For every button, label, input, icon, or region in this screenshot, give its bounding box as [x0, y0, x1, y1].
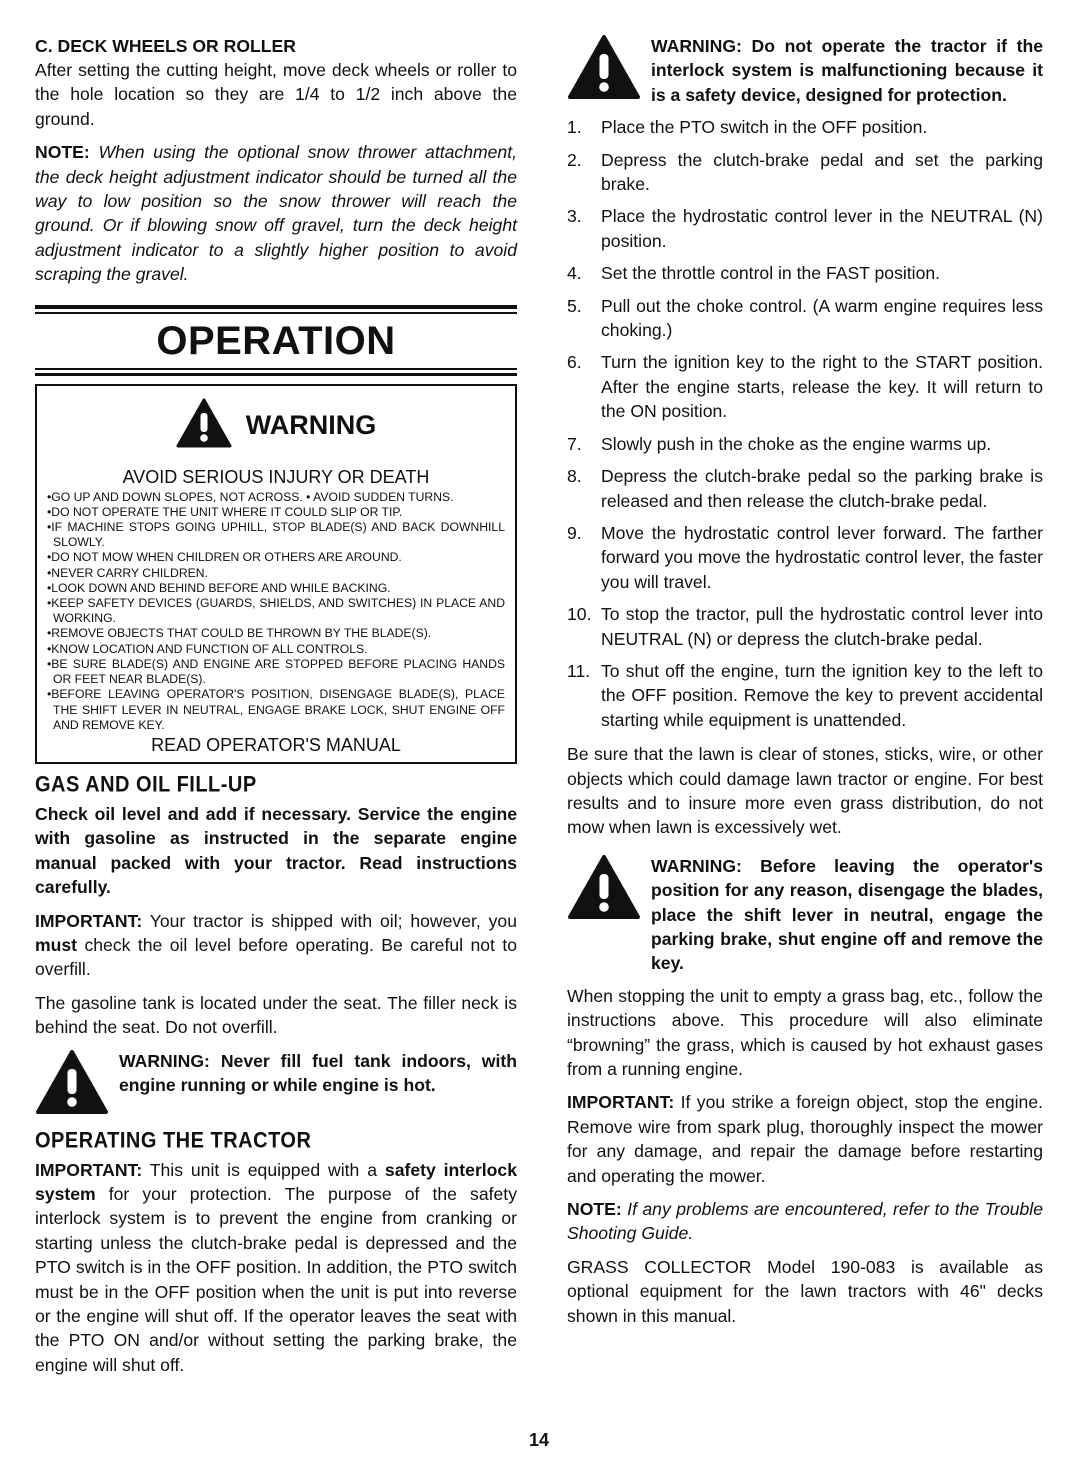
divider [35, 368, 517, 370]
deck-wheels-heading: C. DECK WHEELS OR ROLLER [35, 36, 296, 56]
list-item: • GO UP AND DOWN SLOPES, NOT ACROSS. • AVOID SUDDEN TURNS. [47, 490, 505, 505]
divider [35, 373, 517, 376]
read-manual-footer: READ OPERATOR'S MANUAL [151, 734, 401, 755]
stopping-paragraph: When stopping the unit to empty a grass bag, etc., follow the instructions above. This procedure will also eliminate “browning” the grass, which is caused by hot exhaust gases from a running engine. [567, 985, 1043, 1080]
list-item [567, 115, 1043, 139]
list-item [567, 464, 1043, 513]
step-text: Place the hydrostatic control lever in the NEUTRAL (N) position. [601, 206, 1043, 251]
list-item [567, 204, 1043, 253]
warning-triangle-icon [567, 854, 641, 925]
warning-list [47, 490, 505, 733]
list-item: • REMOVE OBJECTS THAT COULD BE THROWN BY THE BLADE(S). [47, 626, 505, 641]
step-text: To stop the tractor, pull the hydrostatic control lever into NEUTRAL (N) or depress the clutch-brake pedal. [601, 604, 1043, 649]
list-item [567, 148, 1043, 197]
foreign-object-paragraph [567, 1090, 1043, 1188]
important-label: IMPORTANT: [35, 910, 143, 931]
warning-triangle-icon [35, 1049, 109, 1120]
trouble-note [567, 1197, 1043, 1246]
interlock-warning-text: WARNING: Do not operate the tractor if the interlock system is malfunctioning because it is a safety device, designed for protection. [651, 36, 1043, 105]
step-number: 4. [567, 263, 582, 284]
step-number: 8. [567, 466, 582, 487]
warning-box-subtitle: AVOID SERIOUS INJURY OR DEATH [122, 466, 430, 487]
safety-warning-box [35, 384, 517, 764]
leaving-position-warning [567, 854, 1043, 976]
leaving-warning-text: WARNING: Before leaving the operator's position for any reason, disengage the blades, place the shift lever in neutral, engage the parking brake, shut engine off and remove the key. [651, 855, 1043, 974]
list-item [567, 261, 1043, 285]
step-number: 1. [567, 117, 582, 138]
step-number: 3. [567, 206, 582, 227]
step-text: Place the PTO switch in the OFF position. [601, 117, 928, 138]
foreign-object-text: If you strike a foreign object, stop the engine. Remove wire from spark plug, thoroughly inspect the mower for any damage, and repair the damage before restarting and operating the mower. [567, 1092, 1043, 1186]
note-text: If any problems are encountered, refer to the Trouble Shooting Guide. [567, 1199, 1043, 1244]
step-number: 9. [567, 522, 582, 543]
list-item: • IF MACHINE STOPS GOING UPHILL, STOP BLADE(S) AND BACK DOWNHILL SLOWLY. [47, 520, 505, 550]
step-text: Slowly push in the choke as the engine warms up. [601, 433, 992, 454]
step-text: Move the hydrostatic control lever forward. The farther forward you move the hydrostatic control lever, the faster you will travel. [601, 522, 1044, 592]
warning-box-header [47, 398, 505, 453]
note-text: When using the optional snow thrower attachment, the deck height adjustment indicator should be turned all the way to low position so the snow thrower will reach the ground. Or if blowing snow off gravel, turn the deck height adjustment indicator to a slightly higher position to avoid scraping the gravel. [35, 142, 517, 285]
interlock-warning [567, 34, 1043, 107]
operation-title: OPERATION [156, 318, 396, 363]
warning-triangle-icon [567, 34, 641, 105]
gasoline-tank-paragraph: The gasoline tank is located under the seat. The filler neck is behind the seat. Do not overfill. [35, 992, 517, 1038]
step-number: 7. [567, 433, 582, 454]
step-text: To shut off the engine, turn the ignition key to the left to the OFF position. Remove the key to prevent accidental starting while equipment is unattended. [601, 660, 1043, 730]
step-text: Depress the clutch-brake pedal and set the parking brake. [601, 149, 1043, 195]
important-label: IMPORTANT: [567, 1092, 675, 1113]
interlock-text: This unit is equipped with a [142, 1159, 385, 1180]
divider [35, 312, 517, 314]
safety-interlock-text: safety interlock system [35, 1159, 518, 1204]
check-oil-paragraph: Check oil level and add if necessary. Service the engine with gasoline as instructed in the separate engine manual packed with your tractor. Read instructions carefully. [35, 803, 517, 898]
list-item: • DO NOT OPERATE THE UNIT WHERE IT COULD SLIP OR TIP. [47, 505, 505, 520]
important-label: IMPORTANT: [35, 1159, 143, 1180]
snow-thrower-note [35, 140, 517, 286]
step-text: Turn the ignition key to the right to the START position. After the engine starts, release the key. It will return to the ON position. [601, 352, 1043, 422]
list-item [567, 294, 1043, 343]
right-column [567, 34, 1043, 1337]
left-column [35, 34, 517, 1386]
must-text: must [35, 934, 78, 955]
step-text: Set the throttle control in the FAST position. [601, 263, 941, 284]
list-item [567, 602, 1043, 651]
note-label: NOTE: [35, 142, 90, 163]
important-text: Your tractor is shipped with oil; however, you [142, 910, 517, 931]
step-number: 5. [567, 295, 582, 316]
deck-wheels-paragraph: After setting the cutting height, move deck wheels or roller to the hole location so they are 1/4 to 1/2 inch above the ground. [35, 60, 517, 129]
important-oil-paragraph [35, 909, 517, 982]
list-item [567, 521, 1043, 594]
page-number: 14 [528, 1430, 550, 1450]
list-item [567, 350, 1043, 423]
lawn-clear-paragraph: Be sure that the lawn is clear of stones, sticks, wire, or other objects which could damage lawn tractor or engine. For best results and to insure more even grass distribution, do not mow when lawn is excessively wet. [567, 744, 1043, 838]
step-number: 10. [567, 604, 592, 625]
step-number: 2. [567, 149, 582, 170]
step-number: 11. [567, 660, 591, 681]
list-item: • BEFORE LEAVING OPERATOR'S POSITION, DISENGAGE BLADE(S), PLACE THE SHIFT LEVER IN NEUTRAL, ENGAGE BRAKE LOCK, SHUT ENGINE OFF AND REMOVE KEY. [47, 687, 505, 733]
list-item: • KNOW LOCATION AND FUNCTION OF ALL CONTROLS. [47, 642, 505, 657]
interlock-paragraph [35, 1158, 517, 1378]
warning-box-title: WARNING [245, 409, 377, 440]
gas-oil-heading: GAS AND OIL FILL-UP [35, 772, 257, 798]
list-item [567, 659, 1043, 732]
list-item [567, 432, 1043, 456]
fuel-warning [35, 1049, 517, 1120]
grass-collector-paragraph: GRASS COLLECTOR Model 190-083 is available as optional equipment for the lawn tractors with 46" decks shown in this manual. [567, 1256, 1043, 1326]
list-item: • BE SURE BLADE(S) AND ENGINE ARE STOPPED BEFORE PLACING HANDS OR FEET NEAR BLADE(S). [47, 657, 505, 687]
fuel-warning-text: WARNING: Never fill fuel tank indoors, with engine running or while engine is hot. [119, 1050, 517, 1095]
step-text: Pull out the choke control. (A warm engine requires less choking.) [601, 295, 1043, 341]
operation-section-header [35, 305, 517, 376]
list-item: • LOOK DOWN AND BEHIND BEFORE AND WHILE BACKING. [47, 581, 505, 596]
operating-steps-list [567, 115, 1043, 732]
divider [35, 305, 517, 309]
list-item: • DO NOT MOW WHEN CHILDREN OR OTHERS ARE AROUND. [47, 550, 505, 565]
step-number: 6. [567, 352, 582, 373]
operating-tractor-heading: OPERATING THE TRACTOR [35, 1128, 312, 1153]
important-text: check the oil level before operating. Be careful not to overfill. [35, 934, 517, 980]
step-text: Depress the clutch-brake pedal so the parking brake is released and then release the clutch-brake pedal. [601, 466, 1043, 511]
interlock-text: for your protection. The purpose of the safety interlock system is to prevent the engine from cranking or starting unless the clutch-brake pedal is depressed and the PTO switch is in the OFF position. In addition, the PTO switch must be in the OFF position when the unit is put into reverse or the engine will shut off. If the operator leaves the seat with the PTO ON and/or without setting the parking brake, the engine will shut off. [35, 1183, 517, 1375]
warning-triangle-icon [176, 398, 232, 453]
list-item: • NEVER CARRY CHILDREN. [47, 566, 505, 581]
list-item: • KEEP SAFETY DEVICES (GUARDS, SHIELDS, AND SWITCHES) IN PLACE AND WORKING. [47, 596, 505, 626]
note-label: NOTE: [567, 1199, 622, 1220]
